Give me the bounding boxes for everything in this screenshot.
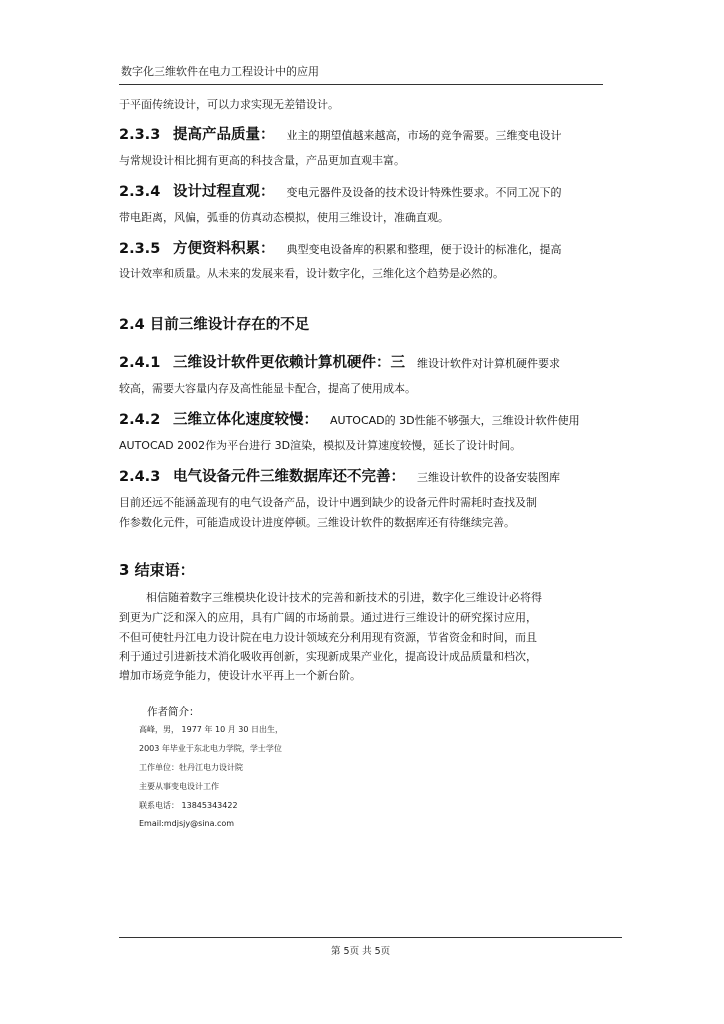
section-lead-text: AUTOCAD的 3D性能不够强大，三维设计软件使用 (330, 414, 580, 427)
author-line: 工作单位：牡丹江电力设计院 (139, 763, 243, 772)
conclusion-line: 到更为广泛和深入的应用，具有广阔的市场前景。通过进行三维设计的研究探讨应用， (119, 611, 537, 624)
section-2-3-5-heading (119, 237, 562, 258)
section-number: 2.3.4 (119, 184, 161, 200)
section-2-4-3-heading (119, 465, 560, 486)
section-title: 提高产品质量： (173, 127, 275, 143)
section-number: 2.4.3 (119, 469, 161, 485)
section-number: 2.4.1 (119, 355, 161, 371)
running-header: 数字化三维软件在电力工程设计中的应用 (121, 65, 319, 78)
section-3-heading: 3 结束语： (119, 561, 195, 579)
section-2-3-3-text: 与常规设计相比拥有更高的科技含量，产品更加直观丰富。 (119, 154, 405, 167)
section-2-4-3-text-line: 作参数化元件，可能造成设计进度停顿。三维设计软件的数据库还有待继续完善。 (119, 516, 515, 529)
author-line: 2003 年毕业于东北电力学院，学士学位 (139, 744, 282, 753)
section-title: 三维设计软件更依赖计算机硬件：三 (173, 355, 405, 371)
section-2-3-5-text: 设计效率和质量。从未来的发展来看，设计数字化，三维化这个趋势是必然的。 (119, 267, 504, 280)
conclusion-line: 不但可使牡丹江电力设计院在电力设计领域充分利用现有资源，节省资金和时间，而且 (119, 631, 537, 644)
section-title: 三维立体化速度较慢： (173, 412, 318, 428)
author-line: 高峰，男， 1977 年 10 月 30 日出生， (139, 725, 283, 734)
section-title: 方便资料积累： (173, 241, 275, 257)
section-2-4-2-text: AUTOCAD 2002作为平台进行 3D渲染，模拟及计算速度较慢，延长了设计时间。 (119, 439, 522, 452)
author-label: 作者简介： (147, 706, 200, 718)
section-lead-text: 三维设计软件的设备安装图库 (417, 471, 560, 484)
section-2-3-4-text: 带电距离，风偏，弧垂的仿真动态模拟，使用三维设计，准确直观。 (119, 211, 449, 224)
section-number: 2.3.5 (119, 241, 161, 257)
author-line: 主要从事变电设计工作 (139, 782, 219, 791)
page-number: 第 5页 共 5页 (331, 946, 391, 957)
author-email: Email:mdjsjy@sina.com (139, 819, 235, 828)
section-2-3-3-heading (119, 123, 562, 144)
section-lead-text: 业主的期望值越来越高，市场的竞争需要。三维变电设计 (286, 129, 562, 142)
section-2-4-2-heading (119, 408, 580, 429)
section-2-4-3-text-line: 目前还远不能涵盖现有的电气设备产品，设计中遇到缺少的设备元件时需耗时查找及制 (119, 496, 537, 509)
header-rule (119, 84, 603, 85)
section-title: 电气设备元件三维数据库还不完善： (173, 469, 405, 485)
section-lead-text: 变电元器件及设备的技术设计特殊性要求。不同工况下的 (286, 186, 562, 199)
conclusion-line: 利于通过引进新技术消化吸收再创新，实现新成果产业化，提高设计成品质量和档次， (119, 650, 537, 663)
section-2-4-1-text: 较高，需要大容量内存及高性能显卡配合，提高了使用成本。 (119, 382, 416, 395)
section-2-4-heading: 2.4 目前三维设计存在的不足 (119, 317, 310, 333)
footer-rule (119, 937, 622, 938)
section-number: 2.3.3 (119, 127, 161, 143)
conclusion-line: 相信随着数字三维模块化设计技术的完善和新技术的引进，数字化三维设计必将得 (146, 591, 542, 604)
section-lead-text: 典型变电设备库的积累和整理，便于设计的标准化，提高 (286, 243, 562, 256)
author-line: 联系电话： 13845343422 (139, 801, 238, 810)
section-2-3-4-heading (119, 180, 562, 201)
section-lead-text: 维设计软件对计算机硬件要求 (417, 357, 560, 370)
conclusion-line: 增加市场竞争能力，使设计水平再上一个新台阶。 (119, 669, 361, 682)
intro-line: 于平面传统设计，可以力求实现无差错设计。 (119, 98, 339, 111)
section-number: 2.4.2 (119, 412, 161, 428)
section-title: 设计过程直观： (173, 184, 275, 200)
section-2-4-1-heading (119, 351, 560, 372)
